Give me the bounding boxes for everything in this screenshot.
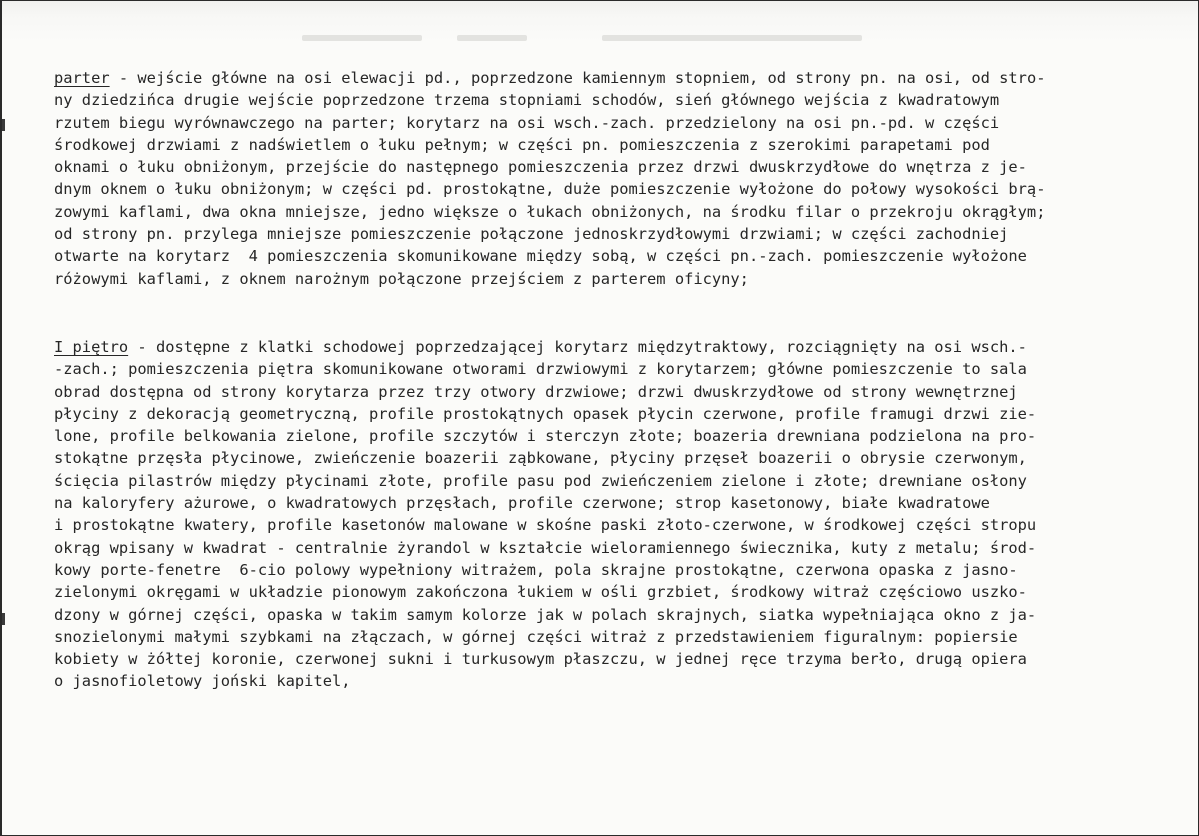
- text-line: dnym oknem o łuku obniżonym; w części pd. prostokątne, duże pomieszczenie wyłożone do połowy wysokości brą-: [54, 180, 1046, 199]
- text-line: stokątne przęsła płycinowe, zwieńczenie boazerii ząbkowane, płyciny przęseł boazerii o obrysie czerwonym,: [54, 449, 1027, 468]
- text-line: o jasnofioletowy joński kapitel,: [54, 672, 351, 691]
- text-line: i prostokątne kwatery, profile kasetonów malowane w skośne paski złoto-czerwone, w środkowej części stropu: [54, 516, 1037, 535]
- text-line: lone, profile belkowania zielone, profile szczytów i sterczyn złote; boazeria drewniana podzielona na pro-: [54, 427, 1037, 446]
- text-line: ny dziedzińca drugie wejście poprzedzone trzema stopniami schodów, sień głównego wejścia z kwadratowym: [54, 91, 1000, 110]
- margin-mark: [2, 119, 5, 131]
- text-line: otwarte na korytarz 4 pomieszczenia skomunikowane między sobą, w części pn.-zach. pomieszczenie wyłożone: [54, 247, 1027, 266]
- text-line-rest: - wejście główne na osi elewacji pd., poprzedzone kamiennym stopniem, od strony pn. na osi, od stro-: [109, 69, 1046, 87]
- text-line: dzony w górnej części, opaska w takim samym kolorze jak w polach skrajnych, siatka wypełniająca okno z ja-: [54, 605, 1037, 624]
- text-line: [54, 67, 1182, 89]
- margin-mark: [2, 613, 5, 625]
- faded-mark: [457, 35, 527, 41]
- text-line: od strony pn. przylega mniejsze pomieszczenie połączone jednoskrzydłowymi drzwiami; w części zachodniej: [54, 225, 1009, 244]
- text-line: okrąg wpisany w kwadrat - centralnie żyrandol w kształcie wieloramiennego świecznika, kuty z metalu; środ-: [54, 538, 1037, 557]
- text-line: obrad dostępna od strony korytarza przez trzy otwory drzwiowe; drzwi dwuskrzydłowe od strony wewnętrznej: [54, 382, 1018, 401]
- text-line: różowymi kaflami, z oknem narożnym połączone przejściem z parterem oficyny;: [54, 269, 749, 288]
- text-line: snozielonymi małymi szybkami na złączach, w górnej części witraż z przedstawieniem figuralnym: popiersie: [54, 627, 1018, 646]
- text-line: kowy porte-fenetre 6-cio polowy wypełniony witrażem, pola skrajne prostokątne, czerwona opaska z jasno-: [54, 560, 1018, 579]
- text-line: zowymi kaflami, dwa okna mniejsze, jedno większe o łukach obniżonych, na środku filar o przekroju okrągłym;: [54, 202, 1046, 221]
- faded-header-strip: [2, 1, 1198, 61]
- text-line: zielonymi okręgami w układzie pionowym zakończona łukiem w ośli grzbiet, środkowy witraż częściowo uszko-: [54, 583, 1027, 602]
- faded-mark: [302, 35, 422, 41]
- text-line: rzutem biegu wyrównawczego na parter; korytarz na osi wsch.-zach. przedzielony na osi pn.-pd. w części: [54, 113, 1000, 132]
- text-line: [54, 336, 1182, 358]
- text-line-rest: - dostępne z klatki schodowej poprzedzającej korytarz międzytraktowy, rozciągnięty na osi wsch.-: [128, 338, 1027, 356]
- text-line: -zach.; pomieszczenia piętra skomunikowane otworami drzwiowymi z korytarzem; główne pomieszczenie to sala: [54, 360, 1027, 379]
- text-line: oknami o łuku obniżonym, przejście do następnego pomieszczenia przez drzwi dwuskrzydłowe do wnętrza z je-: [54, 158, 1027, 177]
- section-heading: parter: [54, 69, 110, 87]
- text-line: ścięcia pilastrów między płycinami złote, profile pasu pod zwieńczeniem zielone i złote; drewniane osłony: [54, 471, 1027, 490]
- text-line: środkowej drzwiami z nadświetlem o łuku pełnym; w części pn. pomieszczenia z szerokimi parapetami pod: [54, 135, 990, 154]
- text-line: kobiety w żółtej koronie, czerwonej sukni i turkusowym płaszczu, w jednej ręce trzyma berło, drugą opiera: [54, 650, 1027, 669]
- text-line: na kaloryfery ażurowe, o kwadratowych przęsłach, profile czerwone; strop kasetonowy, białe kwadratowe: [54, 494, 990, 513]
- section-i-pietro: [54, 336, 1182, 693]
- section-parter: [54, 67, 1182, 290]
- section-heading: I piętro: [54, 338, 129, 356]
- faded-mark: [602, 35, 862, 41]
- text-line: płyciny z dekoracją geometryczną, profile prostokątnych opasek płycin czerwone, profile framugi drzwi zie-: [54, 404, 1037, 423]
